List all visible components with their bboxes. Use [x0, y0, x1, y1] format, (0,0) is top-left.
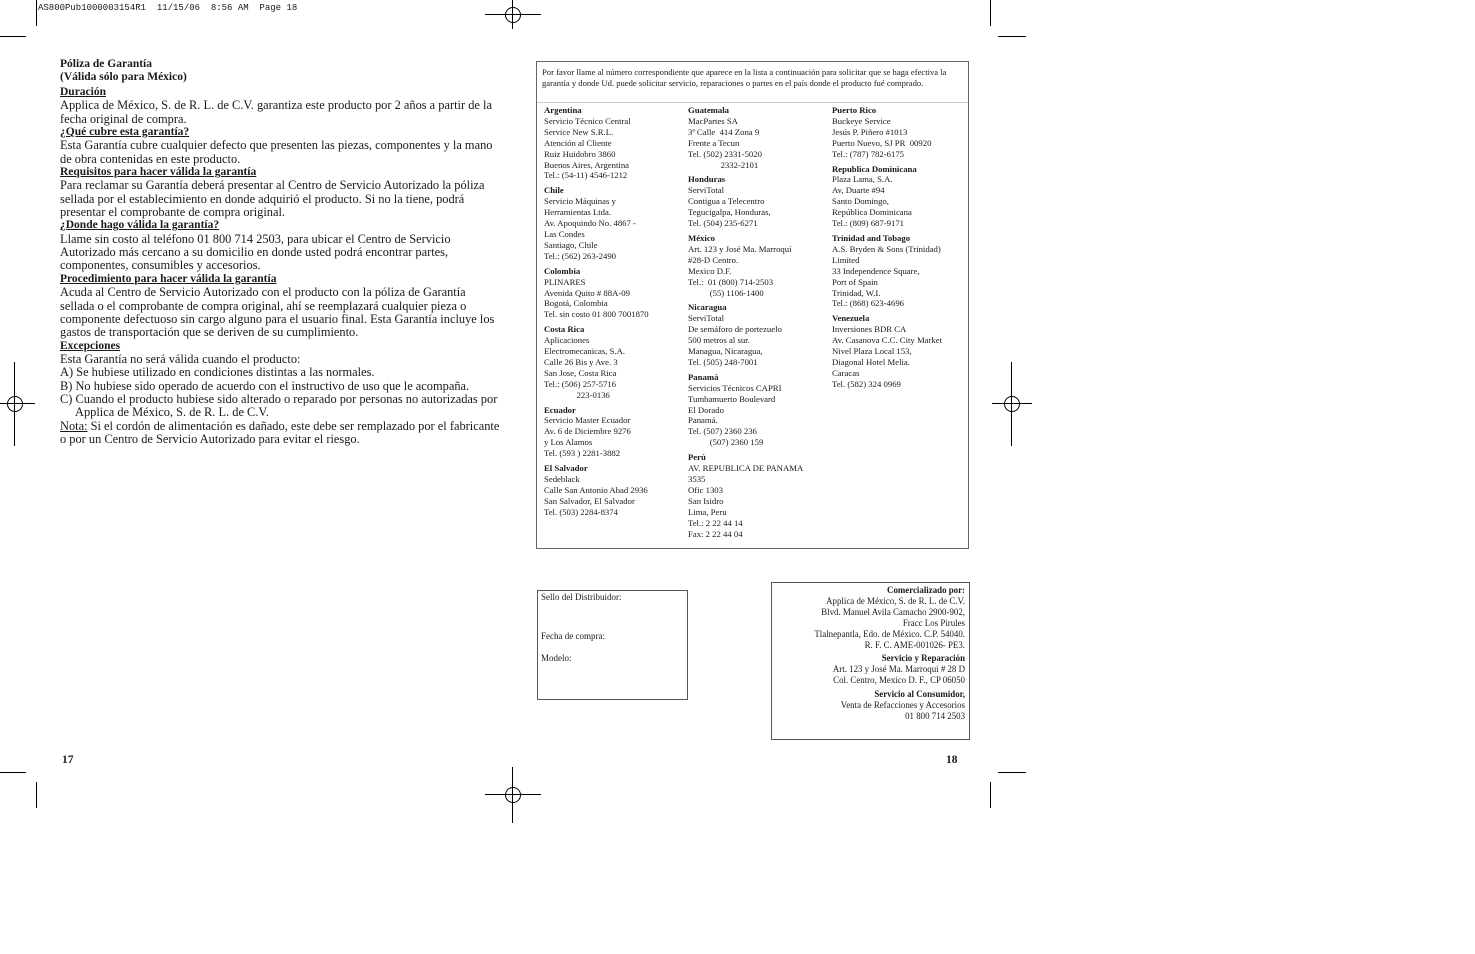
- service-detail-line: Servicios Técnicos CAPRI: [688, 382, 782, 393]
- service-country-name: Costa Rica: [544, 324, 585, 335]
- warranty-policy-column: [60, 58, 500, 446]
- service-detail-line: Bogotá, Colombia: [544, 298, 608, 309]
- commercialized-address: [773, 596, 965, 651]
- service-center-entry: [688, 105, 830, 170]
- service-detail-line: 3ª Calle 414 Zona 9: [688, 126, 760, 137]
- service-detail-line: Tel.: (506) 257-5716: [544, 378, 617, 389]
- service-detail-line: Tel. (593 ) 2281-3882: [544, 448, 621, 459]
- service-detail-line: Tel.: (787) 782-6175: [832, 148, 905, 159]
- service-country-name: Trinidad and Tobago: [832, 232, 911, 243]
- service-detail-line: Calle 26 Bis y Ave. 3: [544, 356, 618, 367]
- service-detail-line: Calle San Antonio Abad 2936: [544, 484, 648, 495]
- service-detail-line: Trinidad, W.I.: [832, 287, 881, 298]
- crop-mark: [0, 36, 26, 37]
- service-detail-line: Servicio Técnico Central: [544, 115, 631, 126]
- service-detail-line: Fax: 2 22 44 04: [688, 528, 743, 539]
- service-detail-line: Puerto Nuevo, SJ PR 00920: [832, 137, 932, 148]
- note-text: Si el cordón de alimentación es dañado, este debe ser remplazado por el fabricante o por un Centro de Servicio Autorizado para evitar el riesgo.: [60, 418, 500, 446]
- service-country-name: Argentina: [544, 105, 582, 115]
- note-label: Nota:: [60, 418, 88, 433]
- repair-service-heading: Servicio y Reparación: [881, 653, 965, 664]
- service-country-name: Republica Dominicana: [832, 163, 917, 174]
- service-center-entry: [544, 105, 686, 181]
- service-detail-line: Atención al Cliente: [544, 137, 612, 148]
- registration-mark-bottom: [499, 781, 527, 809]
- service-detail-line: Av. Apoquindo No. 4867 -: [544, 218, 636, 229]
- service-country-name: Panamá: [688, 371, 719, 382]
- service-column-2: [688, 105, 830, 543]
- service-detail-line: 3535: [688, 474, 706, 484]
- info-line: Col. Centro, Mexico D. F., CP 06050: [833, 675, 965, 686]
- section-text-requisitos: Para reclamar su Garantía deberá presentar al Centro de Servicio Autorizado la póliza sellada por el establecimiento en donde adquirió el producto. Si no la tiene, podrá presentar el comprobante de compra original.: [60, 178, 485, 220]
- service-detail-line: Av, Duarte #94: [832, 185, 885, 196]
- service-detail-line: Avenida Quito # 88A-09: [544, 287, 630, 298]
- section-heading-procedimiento: Procedimiento para hacer válida la garantía: [60, 272, 277, 285]
- service-detail-line: MacPartes SA: [688, 115, 738, 126]
- section-text-duracion: Applica de México, S. de R. L. de C.V. garantiza este producto por 2 años a partir de la fecha original de compra.: [60, 98, 492, 126]
- section-heading-donde: ¿Donde hago válida la garantía?: [60, 219, 220, 232]
- service-center-entry: [688, 452, 830, 539]
- info-line: Art. 123 y José Ma. Marroquí # 28 D: [832, 664, 965, 675]
- service-centers-box: [536, 61, 969, 549]
- service-detail-line: Aplicaciones: [544, 335, 590, 346]
- service-detail-line: Nivel Plaza Local 153,: [832, 346, 912, 357]
- section-heading-cubre: ¿Qué cubre esta garantía?: [60, 126, 190, 139]
- service-detail-line: Tumbamuerto Boulevard: [688, 393, 776, 404]
- section-heading-duracion: Duración: [60, 86, 106, 98]
- service-detail-line: 33 Independence Square,: [832, 265, 920, 276]
- service-detail-line: Santiago, Chile: [544, 239, 598, 250]
- service-column-3: [832, 105, 968, 394]
- service-detail-line: Servicio Master Ecuador: [544, 415, 631, 426]
- service-center-entry: [544, 266, 686, 321]
- warranty-subtitle: (Válida sólo para México): [60, 70, 187, 83]
- service-detail-line: Tel. (582) 324 0969: [832, 378, 901, 389]
- repair-service-address: [773, 664, 965, 686]
- service-detail-line: Mexico D.F.: [688, 265, 732, 276]
- registration-mark-right: [998, 390, 1026, 418]
- service-detail-line: ServiTotal: [688, 313, 725, 324]
- service-center-entry: [832, 105, 968, 160]
- service-detail-line: Lima, Peru: [688, 506, 727, 517]
- service-detail-line: Tel.: (868) 623-4696: [832, 298, 905, 309]
- service-detail-line: PLINARES: [544, 276, 586, 287]
- service-detail-line: República Dominicana: [832, 207, 912, 218]
- service-country-name: Venezuela: [832, 313, 870, 324]
- service-country-name: Colombia: [544, 265, 581, 276]
- service-detail-line: Panamá.: [688, 415, 718, 426]
- service-detail-line: AV. REPUBLICA DE PANAMA: [688, 463, 804, 474]
- crop-mark: [990, 782, 991, 808]
- info-line: Fracc Los Pirules: [902, 617, 965, 628]
- service-country-name: Perú: [688, 452, 706, 463]
- crop-mark: [990, 0, 991, 26]
- note-paragraph: [60, 420, 500, 447]
- consumer-service-heading: Servicio al Consumidor,: [874, 689, 965, 700]
- model-label: Modelo:: [541, 653, 572, 663]
- service-detail-line: y Los Alamos: [544, 437, 593, 448]
- crop-mark: [36, 782, 37, 808]
- crop-mark: [36, 0, 37, 26]
- service-center-entry: [544, 324, 686, 400]
- service-center-entry: [832, 233, 968, 309]
- service-detail-line: Ofic 1303: [688, 484, 723, 495]
- service-detail-line: Buckeye Service: [832, 115, 891, 126]
- service-detail-line: Ruiz Huidobro 3860: [544, 148, 616, 159]
- service-detail-line: #28-D Centro.: [688, 254, 739, 265]
- service-detail-line: ServiTotal: [688, 185, 725, 196]
- service-detail-line: Las Condes: [544, 228, 585, 239]
- service-detail-line: Art. 123 y José Ma. Marroquí: [688, 243, 792, 254]
- service-detail-line: Managua, Nicaragua,: [688, 346, 763, 357]
- crop-mark: [0, 772, 26, 773]
- service-country-name: Guatemala: [688, 105, 730, 115]
- service-detail-line: Tel. (507) 2360 236: [688, 426, 757, 437]
- service-detail-line: Service New S.R.L.: [544, 126, 614, 137]
- section-text-donde: Llame sin costo al teléfono 01 800 714 2503, para ubicar el Centro de Servicio Autorizado más cercano a su domicilio en donde usted podrá encontrar partes, componentes, consumibles y accesorios.: [60, 231, 451, 273]
- exception-item-b: B) No hubiese sido operado de acuerdo con el instructivo de uso que le acompaña.: [60, 378, 470, 393]
- service-detail-line: 500 metros al sur.: [688, 335, 750, 346]
- section-text-cubre: Esta Garantía cubre cualquier defecto que presenten las piezas, componentes y la mano de obra contenidas en este producto.: [60, 138, 493, 166]
- service-detail-line: Electromecanicas, S.A.: [544, 346, 626, 357]
- service-center-entry: [544, 185, 686, 261]
- page-number-right: 18: [946, 754, 958, 766]
- service-detail-line: San Jose, Costa Rica: [544, 367, 617, 378]
- service-detail-line: Buenos Aires, Argentina: [544, 159, 630, 170]
- service-detail-line: Caracas: [832, 367, 860, 378]
- service-country-name: Ecuador: [544, 404, 576, 415]
- exception-item-c: C) Cuando el producto hubiese sido alterado o reparado por personas no autorizadas por Applica de México, S. de R. L. de C.V.: [60, 391, 498, 420]
- service-detail-line: Limited: [832, 254, 860, 265]
- service-detail-line: Av. Casanova C.C. City Market: [832, 335, 943, 346]
- service-detail-line: Tel.: (562) 263-2490: [544, 250, 617, 261]
- service-detail-line: Tel. sin costo 01 800 7001870: [544, 309, 649, 320]
- divider: [537, 102, 968, 103]
- service-detail-line: Tegucigalpa, Honduras,: [688, 207, 771, 218]
- service-center-entry: [832, 313, 968, 389]
- service-detail-line: Av. 6 de Diciembre 9276: [544, 426, 631, 437]
- service-detail-line: Frente a Tecun: [688, 137, 740, 148]
- service-detail-line: Servicio Máquinas y: [544, 196, 616, 207]
- warranty-title: Póliza de Garantía: [60, 58, 152, 70]
- service-detail-line: Port of Spain: [832, 276, 878, 287]
- commercialized-heading: Comercializado por:: [887, 585, 965, 595]
- service-detail-line: Tel.: 2 22 44 14: [688, 517, 743, 528]
- page-number-left: 17: [62, 754, 74, 766]
- service-detail-line: San Salvador, El Salvador: [544, 495, 635, 506]
- info-line: Applica de México, S. de R. L. de C.V.: [826, 595, 965, 606]
- service-country-name: Puerto Rico: [832, 105, 877, 115]
- service-intro: Por favor llame al número correspondiente que aparece en la lista a continuación para solicitar que se haga efectiva la garantía y donde Ud. puede solicitar servicio, reparaciones o partes en el país donde el producto fué comprado.: [542, 67, 947, 88]
- exception-item-a: A) Se hubiese utilizado en condiciones distintas a las normales.: [60, 365, 375, 380]
- distributor-stamp-box: [537, 590, 688, 700]
- service-detail-line: Tel. (504) 235-6271: [688, 218, 758, 229]
- service-detail-line: A.S. Bryden & Sons (Trinidad): [832, 243, 941, 254]
- registration-mark-left: [1, 390, 29, 418]
- service-detail-line: Inversiones BDR CA: [832, 324, 907, 335]
- service-detail-line: El Dorado: [688, 404, 724, 415]
- purchase-date-label: Fecha de compra:: [541, 631, 605, 641]
- service-detail-line: 2332-2101: [688, 159, 759, 170]
- service-detail-line: Santo Domingo,: [832, 196, 889, 207]
- service-center-entry: [688, 372, 830, 448]
- service-detail-line: Tel.: 01 (800) 714-2503: [688, 276, 774, 287]
- info-line: 01 800 714 2503: [905, 710, 965, 721]
- service-detail-line: Jesús P. Piñero #1013: [832, 126, 908, 137]
- distributor-info-box: [771, 582, 970, 740]
- info-line: Blvd. Manuel Avila Camacho 2900-902,: [821, 606, 965, 617]
- distributor-stamp-label: Sello del Distribuidor:: [541, 592, 622, 602]
- registration-mark-top: [499, 1, 527, 29]
- service-center-entry: [544, 463, 686, 518]
- consumer-service-info: [773, 700, 965, 722]
- service-detail-line: (507) 2360 159: [688, 437, 764, 448]
- crop-mark: [998, 772, 1026, 773]
- service-country-name: Nicaragua: [688, 302, 727, 313]
- info-line: Tlalnepantla, Edo. de México. C.P. 54040.: [814, 628, 965, 639]
- service-country-name: Chile: [544, 185, 564, 196]
- service-center-entry: [544, 405, 686, 460]
- section-heading-requisitos: Requisitos para hacer válida la garantía: [60, 166, 257, 179]
- section-text-procedimiento: Acuda al Centro de Servicio Autorizado con el producto con la póliza de Garantía sellada o el comprobante de compra original, ahí se reemplazará cualquier pieza o componente defectuoso sin cargo alguno para el usuario final. Esta Garantía incluye los gastos de transportación que se deriven de su cumplimiento.: [60, 285, 495, 340]
- service-detail-line: Tel. (503) 2284-8374: [544, 506, 618, 517]
- service-detail-line: Tel. (502) 2331-5020: [688, 148, 762, 159]
- service-detail-line: Tel.: (54-11) 4546-1212: [544, 170, 628, 181]
- service-detail-line: (55) 1106-1400: [688, 287, 764, 298]
- service-detail-line: Contigua a Telecentro: [688, 196, 765, 207]
- section-text-excepciones: Esta Garantía no será válida cuando el producto:: [60, 351, 301, 366]
- print-slug: AS800Pub1000003154R1 11/15/06 8:56 AM Page 18: [38, 3, 298, 13]
- service-detail-line: De semáforo de portezuelo: [688, 324, 782, 335]
- service-center-entry: [832, 164, 968, 229]
- service-center-entry: [688, 302, 830, 367]
- service-center-entry: [688, 174, 830, 229]
- service-country-name: México: [688, 232, 716, 243]
- service-detail-line: Tel. (505) 248-7001: [688, 356, 758, 367]
- service-country-name: Honduras: [688, 174, 726, 185]
- section-heading-excepciones: Excepciones: [60, 339, 121, 352]
- service-detail-line: 223-0136: [544, 389, 610, 400]
- service-country-name: El Salvador: [544, 463, 588, 474]
- service-detail-line: Plaza Lama, S.A.: [832, 174, 893, 185]
- service-column-1: [544, 105, 686, 522]
- info-line: Venta de Refacciones y Accesorios: [840, 700, 965, 711]
- service-detail-line: San Isidro: [688, 495, 724, 506]
- service-detail-line: Tel.: (809) 687-9171: [832, 218, 905, 229]
- service-detail-line: Sedeblack: [544, 474, 580, 484]
- crop-mark: [998, 36, 1026, 37]
- service-detail-line: Herramientas Ltda.: [544, 207, 612, 218]
- service-center-entry: [688, 233, 830, 298]
- info-line: R. F. C. AME-001026- PE3.: [864, 639, 965, 650]
- service-detail-line: Diagonal Hotel Melia.: [832, 356, 910, 367]
